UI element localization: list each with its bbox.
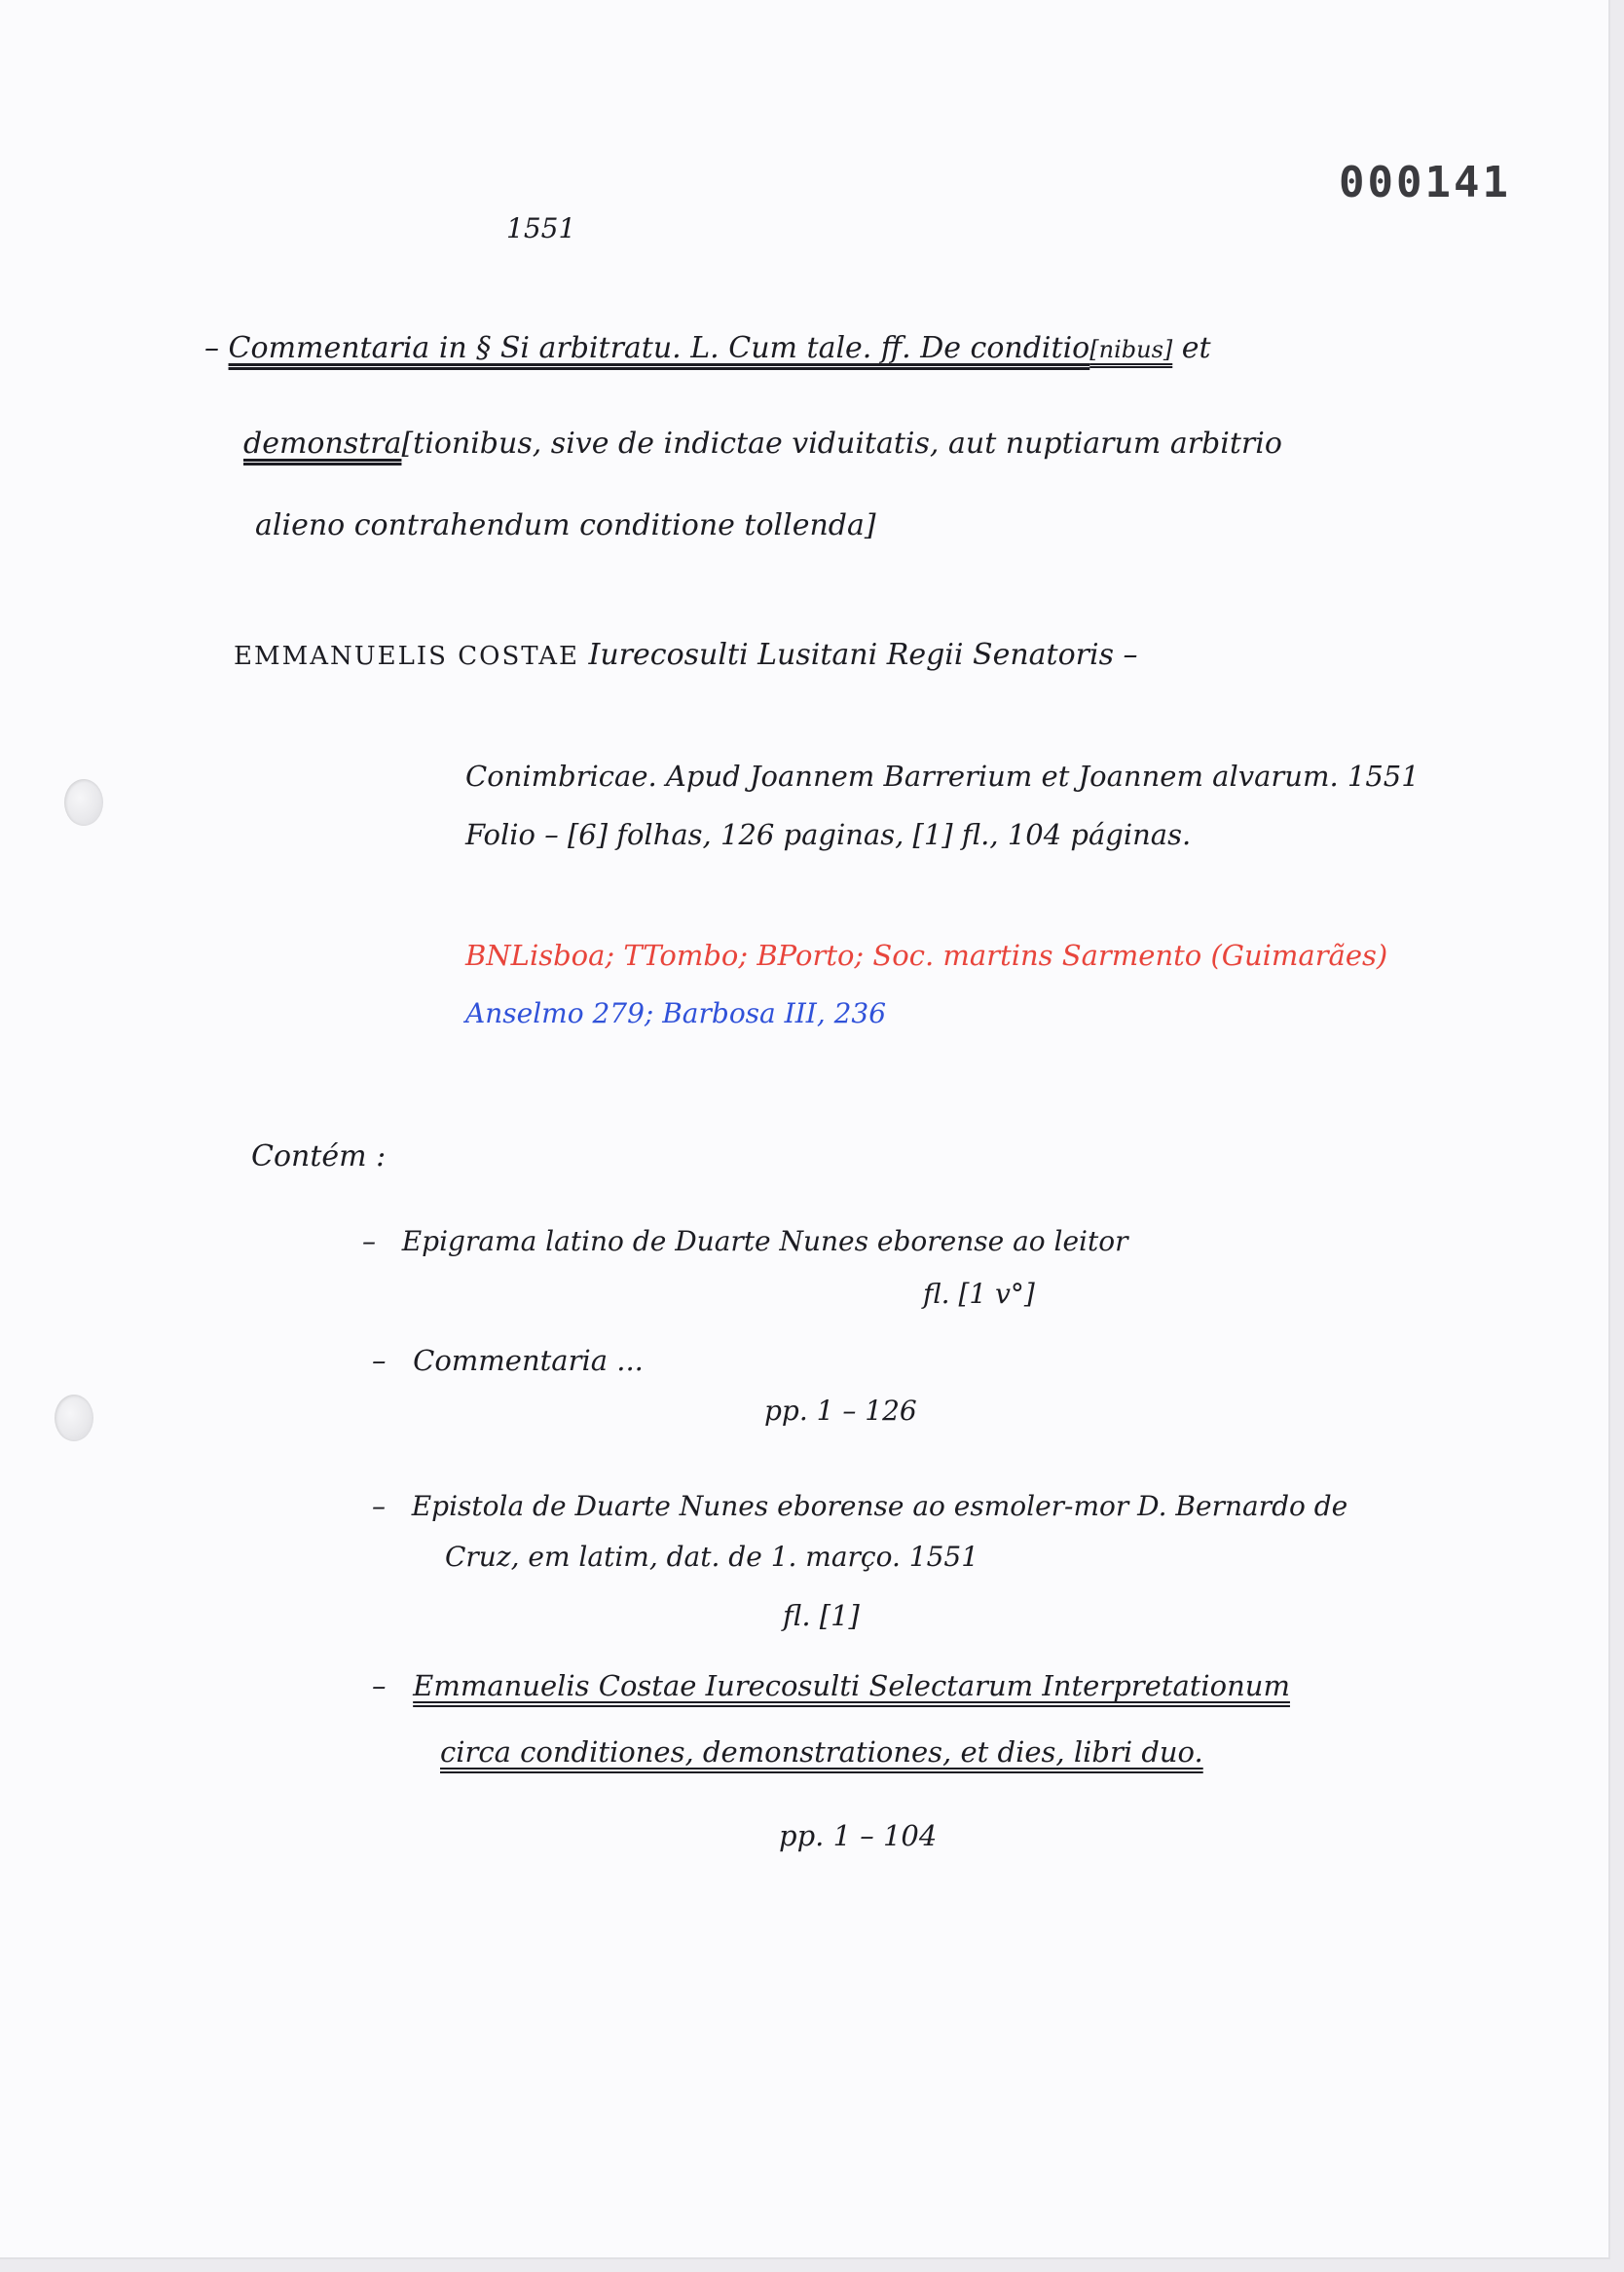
author-line xyxy=(234,638,1138,672)
title-rest: [tionibus, sive de indictae viduitatis, aut nuptiarum arbitrio xyxy=(401,427,1282,461)
title-text: Commentaria in § Si arbitratu. L. Cum tale. ff. De conditio xyxy=(228,331,1090,365)
item-text: Commentaria ... xyxy=(413,1344,644,1377)
contents-item-1-ref: fl. [1 v°] xyxy=(923,1278,1035,1310)
contents-item-3 xyxy=(372,1490,1347,1522)
item-dash: – xyxy=(372,1344,387,1377)
contents-item-4 xyxy=(372,1669,1290,1702)
item-dash: – xyxy=(372,1490,386,1522)
author-caps: EMMANUELIS COSTAE xyxy=(234,642,579,671)
item-text: Epigrama latino de Duarte Nunes eborense ao leitor xyxy=(401,1225,1128,1257)
item-text: Epistola de Duarte Nunes eborense ao esmoler-mor D. Bernardo de xyxy=(411,1490,1348,1522)
title-underlined: demonstra xyxy=(243,427,402,461)
item-dash: – xyxy=(372,1669,387,1702)
title-dash: – xyxy=(204,331,219,365)
contents-item-3-ref: fl. [1] xyxy=(783,1599,860,1632)
imprint-collation: Folio – [6] folhas, 126 paginas, [1] fl., 104 páginas. xyxy=(465,818,1192,851)
contents-item-3-line-2: Cruz, em latim, dat. de 1. março. 1551 xyxy=(445,1541,979,1573)
year: 1551 xyxy=(506,212,576,244)
stamp-number: 000141 xyxy=(1339,158,1511,207)
punch-hole xyxy=(64,779,103,826)
title-end: et xyxy=(1172,331,1211,365)
contents-item-4-line-2: circa conditiones, demonstrationes, et dies, libri duo. xyxy=(440,1735,1203,1769)
contents-item-2-ref: pp. 1 – 126 xyxy=(764,1395,917,1427)
title-line-3: alieno contrahendum conditione tollenda] xyxy=(255,508,876,542)
title-line-2 xyxy=(243,427,1282,461)
library-locations: BNLisboa; TTombo; BPorto; Soc. martins Sarmento (Guimarães) xyxy=(465,939,1388,972)
imprint-place: Conimbricae. Apud Joannem Barrerium et Joannem alvarum. 1551 xyxy=(465,760,1420,793)
contents-item-1 xyxy=(362,1225,1128,1257)
contents-heading: Contém : xyxy=(251,1139,387,1173)
author-rest: Iurecosulti Lusitani Regii Senatoris – xyxy=(588,638,1138,672)
bibliographic-references: Anselmo 279; Barbosa III, 236 xyxy=(465,997,887,1029)
title-line-1 xyxy=(204,331,1211,365)
item-dash: – xyxy=(362,1225,376,1257)
title-bracket: [nibus] xyxy=(1089,336,1173,363)
contents-item-4-ref: pp. 1 – 104 xyxy=(779,1819,938,1852)
contents-item-2 xyxy=(372,1344,644,1377)
item-text: Emmanuelis Costae Iurecosulti Selectarum Interpretationum xyxy=(413,1669,1290,1702)
punch-hole xyxy=(55,1395,93,1441)
